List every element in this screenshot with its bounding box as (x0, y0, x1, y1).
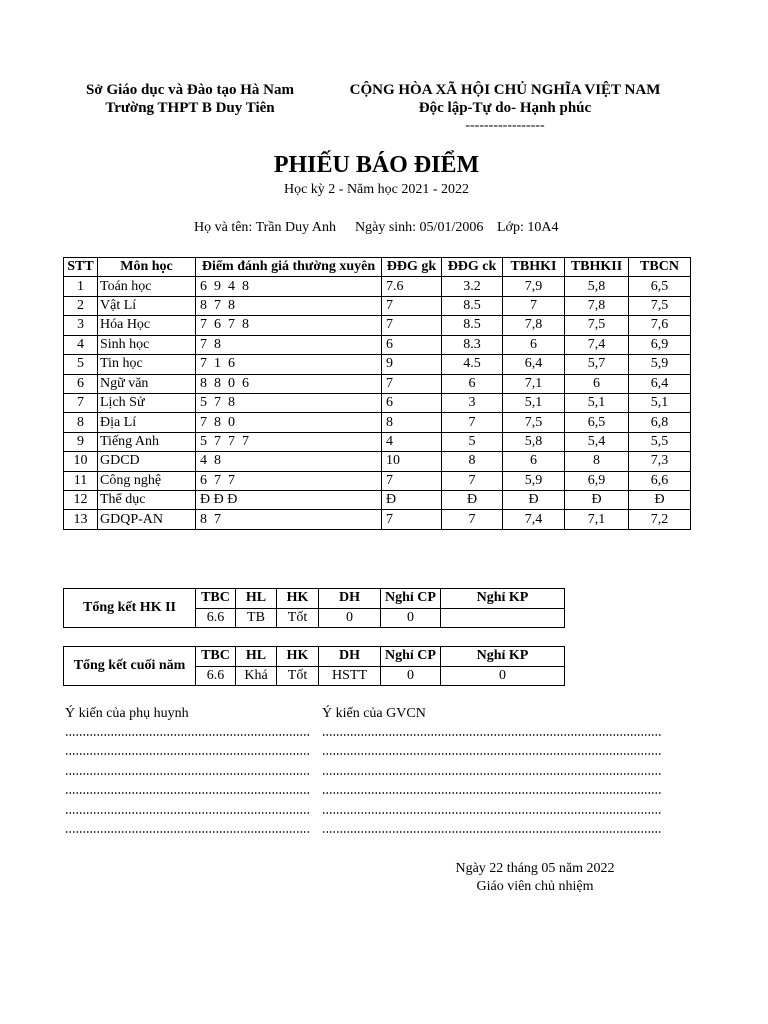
grade-cell-sem2-avg: 8 (565, 452, 629, 471)
header-regular-scores: Điểm đánh giá thường xuyên (196, 258, 382, 277)
summary-header-unexcused-absence: Nghỉ KP (441, 589, 565, 609)
grade-cell-regular-scores: 6 7 7 (196, 471, 382, 490)
grade-cell-midterm-score: 9 (382, 355, 442, 374)
right-header (320, 81, 690, 135)
grade-cell-stt: 7 (64, 393, 98, 412)
grade-cell-year-avg: 5,1 (629, 393, 691, 412)
grade-row (64, 413, 691, 432)
grade-cell-sem1-avg: 5,8 (503, 432, 565, 451)
grade-row (64, 432, 691, 451)
grade-cell-subject: Vật Lí (98, 296, 196, 315)
grade-cell-final-score: 3 (442, 393, 503, 412)
grade-cell-subject: Sinh học (98, 335, 196, 354)
grade-cell-regular-scores: 7 1 6 (196, 355, 382, 374)
parent-comment-label: Ý kiến của phụ huynh (65, 706, 189, 721)
dotted-line (322, 753, 661, 755)
grade-cell-sem2-avg: 5,7 (565, 355, 629, 374)
grade-cell-year-avg: 6,9 (629, 335, 691, 354)
summary-hk2-table (63, 588, 565, 628)
header-final-score: ĐĐG ck (442, 258, 503, 277)
summary-year-label: Tổng kết cuối năm (64, 647, 196, 686)
grade-row (64, 491, 691, 510)
grade-cell-stt: 12 (64, 491, 98, 510)
grade-cell-regular-scores: 8 8 0 6 (196, 374, 382, 393)
grade-cell-final-score: 7 (442, 471, 503, 490)
grade-cell-sem1-avg: 5,9 (503, 471, 565, 490)
grade-cell-sem2-avg: 5,8 (565, 277, 629, 296)
dotted-line (65, 773, 310, 775)
grade-cell-year-avg: 7,6 (629, 316, 691, 335)
dotted-line (65, 792, 310, 794)
teacher-comment-label: Ý kiến của GVCN (322, 706, 426, 721)
grade-cell-subject: Ngữ văn (98, 374, 196, 393)
department-name: Sở Giáo dục và Đào tạo Hà Nam (86, 82, 294, 98)
grade-row (64, 452, 691, 471)
grade-cell-sem1-avg: 7,5 (503, 413, 565, 432)
grade-cell-year-avg: 6,4 (629, 374, 691, 393)
grade-cell-sem1-avg: 5,1 (503, 393, 565, 412)
grade-cell-year-avg: 7,2 (629, 510, 691, 529)
dotted-line (65, 831, 310, 833)
grade-cell-regular-scores: 7 8 0 (196, 413, 382, 432)
national-title: CỘNG HÒA XÃ HỘI CHỦ NGHĨA VIỆT NAM (349, 82, 661, 98)
grade-cell-sem1-avg: 7 (503, 296, 565, 315)
grade-cell-year-avg: 5,5 (629, 432, 691, 451)
grade-cell-sem1-avg: 6,4 (503, 355, 565, 374)
grade-cell-midterm-score: 7 (382, 471, 442, 490)
grade-cell-midterm-score: 8 (382, 413, 442, 432)
dotted-line (322, 812, 661, 814)
dotted-line (322, 773, 661, 775)
summary-header-tbc: TBC (196, 647, 236, 667)
summary-value-unexcused-absence (441, 608, 565, 628)
grade-cell-sem2-avg: 7,5 (565, 316, 629, 335)
grade-row (64, 471, 691, 490)
summary-hk2-label: Tổng kết HK II (64, 589, 196, 628)
grade-cell-sem2-avg: Đ (565, 491, 629, 510)
grade-cell-final-score: 7 (442, 510, 503, 529)
summary-header-excused-absence: Nghỉ CP (381, 589, 441, 609)
grade-cell-final-score: 5 (442, 432, 503, 451)
grades-table (63, 257, 691, 530)
grade-cell-midterm-score: 6 (382, 393, 442, 412)
grade-cell-sem2-avg: 5,1 (565, 393, 629, 412)
grade-cell-regular-scores: 5 7 8 (196, 393, 382, 412)
grade-cell-subject: Địa Lí (98, 413, 196, 432)
grade-cell-sem2-avg: 7,4 (565, 335, 629, 354)
summary-header-hk: HK (277, 647, 319, 667)
summary-value-tbc: 6.6 (196, 608, 236, 628)
header-year-avg: TBCN (629, 258, 691, 277)
header-stt: STT (64, 258, 98, 277)
grade-cell-subject: GDQP-AN (98, 510, 196, 529)
summary-header-row (64, 647, 565, 667)
summary-header-hk: HK (277, 589, 319, 609)
grade-cell-stt: 8 (64, 413, 98, 432)
summary-value-excused-absence: 0 (381, 666, 441, 686)
grade-cell-stt: 4 (64, 335, 98, 354)
dotted-line (65, 753, 310, 755)
grade-cell-final-score: 6 (442, 374, 503, 393)
grade-cell-regular-scores: 5 7 7 7 (196, 432, 382, 451)
grade-cell-stt: 13 (64, 510, 98, 529)
grade-cell-final-score: 8.3 (442, 335, 503, 354)
dotted-line (65, 812, 310, 814)
grade-cell-midterm-score: 7.6 (382, 277, 442, 296)
grade-cell-stt: 10 (64, 452, 98, 471)
grade-cell-subject: Thể dục (98, 491, 196, 510)
signature-block (435, 860, 635, 896)
grade-row (64, 277, 691, 296)
grade-cell-year-avg: 7,5 (629, 296, 691, 315)
grade-row (64, 296, 691, 315)
grade-cell-sem1-avg: 6 (503, 452, 565, 471)
summary-value-excused-absence: 0 (381, 608, 441, 628)
grade-cell-year-avg: 5,9 (629, 355, 691, 374)
semester-subtitle: Học kỳ 2 - Năm học 2021 - 2022 (283, 182, 470, 197)
summary-value-hl: TB (236, 608, 277, 628)
student-dob: Ngày sinh: 05/01/2006 (355, 220, 484, 235)
grade-cell-final-score: 3.2 (442, 277, 503, 296)
grade-cell-subject: Lịch Sử (98, 393, 196, 412)
grade-cell-stt: 2 (64, 296, 98, 315)
grade-row (64, 374, 691, 393)
grade-cell-sem2-avg: 7,8 (565, 296, 629, 315)
grade-cell-final-score: 4.5 (442, 355, 503, 374)
grade-cell-final-score: 8.5 (442, 316, 503, 335)
summary-value-dh: 0 (319, 608, 381, 628)
signature-title: Giáo viên chủ nhiệm (476, 879, 594, 894)
summary-header-excused-absence: Nghỉ CP (381, 647, 441, 667)
grade-cell-regular-scores: Đ Đ Đ (196, 491, 382, 510)
grade-cell-subject: Toán học (98, 277, 196, 296)
student-name: Họ và tên: Trần Duy Anh (194, 220, 336, 235)
grade-cell-subject: Tin học (98, 355, 196, 374)
grade-cell-stt: 9 (64, 432, 98, 451)
left-header (60, 81, 320, 117)
grade-cell-stt: 5 (64, 355, 98, 374)
summary-header-dh: DH (319, 589, 381, 609)
grade-cell-midterm-score: 10 (382, 452, 442, 471)
grade-cell-sem1-avg: 7,9 (503, 277, 565, 296)
grade-cell-sem2-avg: 6,5 (565, 413, 629, 432)
grade-cell-year-avg: Đ (629, 491, 691, 510)
dotted-line (65, 734, 310, 736)
header-sem2-avg: TBHKII (565, 258, 629, 277)
grade-cell-regular-scores: 8 7 (196, 510, 382, 529)
grades-header-row (64, 258, 691, 277)
grade-cell-sem2-avg: 7,1 (565, 510, 629, 529)
summary-value-tbc: 6.6 (196, 666, 236, 686)
header-sem1-avg: TBHKI (503, 258, 565, 277)
header-midterm-score: ĐĐG gk (382, 258, 442, 277)
dotted-line (322, 831, 661, 833)
grade-cell-sem1-avg: 6 (503, 335, 565, 354)
summary-header-hl: HL (236, 589, 277, 609)
grade-cell-sem1-avg: 7,4 (503, 510, 565, 529)
summary-header-unexcused-absence: Nghỉ KP (441, 647, 565, 667)
grade-cell-midterm-score: 7 (382, 374, 442, 393)
grade-cell-sem2-avg: 6,9 (565, 471, 629, 490)
grade-cell-subject: Công nghệ (98, 471, 196, 490)
grade-row (64, 355, 691, 374)
grade-cell-subject: GDCD (98, 452, 196, 471)
grade-cell-sem2-avg: 6 (565, 374, 629, 393)
grade-cell-stt: 3 (64, 316, 98, 335)
grade-cell-midterm-score: 4 (382, 432, 442, 451)
student-class: Lớp: 10A4 (497, 220, 559, 235)
grade-cell-regular-scores: 7 6 7 8 (196, 316, 382, 335)
grade-cell-stt: 11 (64, 471, 98, 490)
grade-cell-final-score: 8 (442, 452, 503, 471)
grades-body (64, 277, 691, 529)
summary-value-hk: Tốt (277, 608, 319, 628)
parent-comment-area (65, 734, 310, 850)
page-title: PHIẾU BÁO ĐIỂM (273, 152, 480, 178)
summary-year-table (63, 646, 565, 686)
summary-value-hl: Khá (236, 666, 277, 686)
grade-cell-final-score: 8.5 (442, 296, 503, 315)
grade-cell-year-avg: 6,5 (629, 277, 691, 296)
grade-cell-final-score: Đ (442, 491, 503, 510)
summary-value-hk: Tốt (277, 666, 319, 686)
summary-value-dh: HSTT (319, 666, 381, 686)
grade-cell-midterm-score: 7 (382, 510, 442, 529)
grade-row (64, 335, 691, 354)
motto-underline: ----------------- (465, 118, 545, 133)
summary-header-dh: DH (319, 647, 381, 667)
grade-cell-year-avg: 6,8 (629, 413, 691, 432)
grade-cell-subject: Hóa Học (98, 316, 196, 335)
summary-value-unexcused-absence: 0 (441, 666, 565, 686)
summary-header-tbc: TBC (196, 589, 236, 609)
grade-cell-midterm-score: 7 (382, 296, 442, 315)
grade-row (64, 393, 691, 412)
dotted-line (322, 734, 661, 736)
national-motto: Độc lập-Tự do- Hạnh phúc (418, 100, 592, 116)
grade-cell-year-avg: 6,6 (629, 471, 691, 490)
teacher-comment-area (322, 734, 661, 850)
grade-cell-regular-scores: 8 7 8 (196, 296, 382, 315)
school-name: Trường THPT B Duy Tiên (105, 100, 275, 116)
grade-cell-sem1-avg: Đ (503, 491, 565, 510)
grade-cell-stt: 6 (64, 374, 98, 393)
header-subject: Môn học (98, 258, 196, 277)
dotted-line (322, 792, 661, 794)
grade-row (64, 510, 691, 529)
summary-header-hl: HL (236, 647, 277, 667)
summary-header-row (64, 589, 565, 609)
grade-cell-sem1-avg: 7,1 (503, 374, 565, 393)
signature-date: Ngày 22 tháng 05 năm 2022 (455, 861, 615, 876)
grade-cell-regular-scores: 7 8 (196, 335, 382, 354)
grade-cell-regular-scores: 6 9 4 8 (196, 277, 382, 296)
grade-cell-midterm-score: Đ (382, 491, 442, 510)
grade-cell-subject: Tiếng Anh (98, 432, 196, 451)
grade-cell-sem1-avg: 7,8 (503, 316, 565, 335)
grade-cell-stt: 1 (64, 277, 98, 296)
grade-cell-final-score: 7 (442, 413, 503, 432)
grade-cell-midterm-score: 7 (382, 316, 442, 335)
grade-row (64, 316, 691, 335)
grade-cell-sem2-avg: 5,4 (565, 432, 629, 451)
grade-cell-midterm-score: 6 (382, 335, 442, 354)
grade-cell-year-avg: 7,3 (629, 452, 691, 471)
grade-cell-regular-scores: 4 8 (196, 452, 382, 471)
